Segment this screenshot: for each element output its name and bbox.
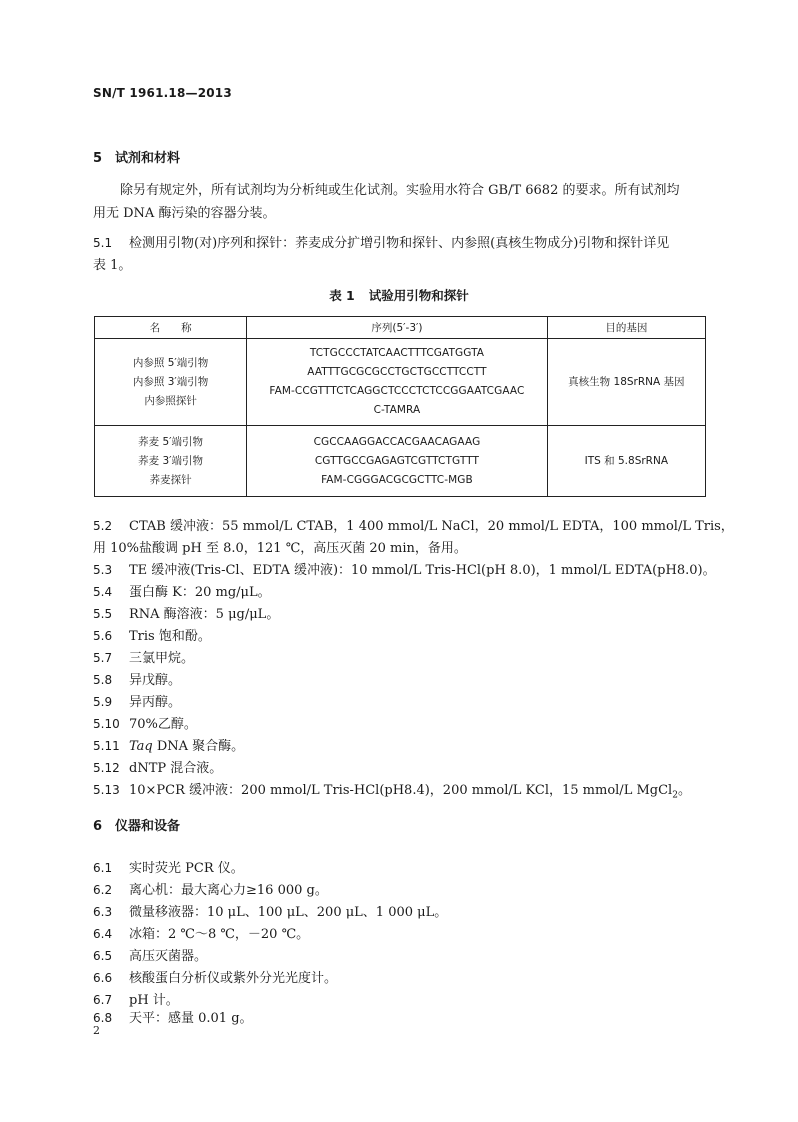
item-text: TE 缓冲液(Tris-Cl、EDTA 缓冲液)：10 mmol/L Tris-HCl(pH 8.0)，1 mmol/L EDTA(pH8.0)。 bbox=[129, 563, 716, 578]
item-text: 70%乙醇。 bbox=[129, 717, 197, 732]
item-6-8 bbox=[93, 1007, 253, 1026]
item-5-2 bbox=[93, 515, 734, 534]
section-title: 仪器和设备 bbox=[115, 819, 181, 834]
item-6-1 bbox=[93, 857, 244, 876]
item-number: 5.7 bbox=[93, 651, 113, 665]
table-caption bbox=[0, 286, 798, 304]
item-5-2-continuation: 用 10%盐酸调 pH 至 8.0，121 ℃，高压灭菌 20 min，备用。 bbox=[93, 541, 467, 556]
sequence: CGTTGCCGAGAGTCGTTCTGTTT bbox=[314, 454, 480, 467]
cell-target-gene: 真核生物 18SrRNA 基因 bbox=[547, 339, 705, 426]
primer-name: 内参照 5′端引物 bbox=[132, 356, 209, 369]
sequence: FAM-CGGGACGCGCTTC-MGB bbox=[321, 473, 473, 486]
item-6-3 bbox=[93, 901, 447, 920]
table-caption-number: 表 1 bbox=[329, 288, 355, 303]
section-number: 5 bbox=[93, 151, 103, 166]
item-number: 6.6 bbox=[93, 971, 113, 985]
table-row bbox=[95, 339, 706, 426]
sequence: FAM-CCGTTTCTCAGGCTCCCTCTCCGGAATCGAAC bbox=[269, 385, 525, 397]
item-5-6 bbox=[93, 625, 211, 644]
item-number: 5.6 bbox=[93, 629, 113, 643]
sequence: AATTTGCGCGCCTGCTGCCTTCCTT bbox=[307, 366, 487, 378]
item-5-10 bbox=[93, 713, 197, 732]
item-number: 6.7 bbox=[93, 993, 113, 1007]
item-number: 5.12 bbox=[93, 761, 120, 775]
cell-sequences bbox=[247, 426, 548, 497]
item-text: 异戊醇。 bbox=[129, 673, 182, 688]
item-number: 5.1 bbox=[93, 236, 113, 250]
primer-name: 内参照 3′端引物 bbox=[132, 375, 209, 388]
page-number: 2 bbox=[93, 1024, 100, 1037]
item-number: 5.10 bbox=[93, 717, 120, 731]
item-5-7 bbox=[93, 647, 194, 666]
item-6-5 bbox=[93, 945, 207, 964]
cell-names bbox=[95, 426, 247, 497]
primer-probe-table bbox=[94, 316, 706, 497]
item-5-9 bbox=[93, 691, 181, 710]
header-name: 名 称 bbox=[95, 317, 247, 339]
item-text: 天平：感量 0.01 g。 bbox=[129, 1011, 253, 1026]
item-text: DNA 聚合酶。 bbox=[152, 739, 245, 754]
item-number: 6.8 bbox=[93, 1011, 113, 1025]
item-number: 5.11 bbox=[93, 739, 120, 753]
sequence: C-TAMRA bbox=[373, 404, 421, 416]
item-6-6 bbox=[93, 967, 337, 986]
sequence: CGCCAAGGACCACGAACAGAAG bbox=[313, 435, 481, 448]
item-text: RNA 酶溶液：5 μg/μL。 bbox=[129, 607, 280, 622]
item-text: 离心机：最大离心力≥16 000 g。 bbox=[129, 883, 328, 898]
item-number: 6.5 bbox=[93, 949, 113, 963]
item-text: 高压灭菌器。 bbox=[129, 949, 208, 964]
document-code-header: SN/T 1961.18—2013 bbox=[93, 86, 232, 100]
section-number: 6 bbox=[93, 819, 103, 834]
item-text-italic: Taq bbox=[129, 739, 153, 754]
item-text: pH 计。 bbox=[129, 993, 179, 1008]
item-5-1 bbox=[93, 232, 669, 251]
item-text: 检测用引物(对)序列和探针：荞麦成分扩增引物和探针、内参照(真核生物成分)引物和探针详见 bbox=[129, 236, 670, 251]
item-text: Tris 饱和酚。 bbox=[129, 629, 211, 644]
item-number: 5.2 bbox=[93, 519, 113, 533]
item-text: CTAB 缓冲液：55 mmol/L CTAB，1 400 mmol/L NaCl，20 mmol/L EDTA，100 mmol/L Tris， bbox=[129, 519, 734, 534]
item-text: 实时荧光 PCR 仪。 bbox=[129, 861, 244, 876]
item-number: 5.13 bbox=[93, 783, 120, 797]
item-number: 6.3 bbox=[93, 905, 113, 919]
table-header-row bbox=[95, 317, 706, 339]
item-text: 核酸蛋白分析仪或紫外分光光度计。 bbox=[129, 971, 338, 986]
cell-sequences bbox=[247, 339, 548, 426]
item-text: 10×PCR 缓冲液：200 mmol/L Tris-HCl(pH8.4)，200 mmol/L KCl，15 mmol/L MgCl bbox=[129, 783, 673, 798]
table-caption-title: 试验用引物和探针 bbox=[368, 288, 469, 303]
item-text-tail: 。 bbox=[677, 783, 691, 798]
item-5-11 bbox=[93, 735, 244, 754]
item-5-8 bbox=[93, 669, 181, 688]
item-number: 5.4 bbox=[93, 585, 113, 599]
item-text: 微量移液器：10 μL、100 μL、200 μL、1 000 μL。 bbox=[129, 905, 448, 920]
item-6-7 bbox=[93, 989, 179, 1008]
item-text: 异丙醇。 bbox=[129, 695, 182, 710]
item-5-4 bbox=[93, 581, 271, 600]
sequence: TCTGCCCTATCAACTTTCGATGGTA bbox=[309, 347, 485, 359]
item-5-12 bbox=[93, 757, 222, 776]
item-number: 5.9 bbox=[93, 695, 113, 709]
item-5-3 bbox=[93, 559, 716, 578]
section-title: 试剂和材料 bbox=[115, 151, 181, 166]
subscript: 2 bbox=[672, 790, 678, 801]
item-number: 5.3 bbox=[93, 563, 113, 577]
intro-paragraph-line2: 用无 DNA 酶污染的容器分装。 bbox=[93, 206, 276, 221]
cell-target-gene: ITS 和 5.8SrRNA bbox=[547, 426, 705, 497]
item-text: 蛋白酶 K：20 mg/μL。 bbox=[129, 585, 271, 600]
item-5-1-continuation: 表 1。 bbox=[93, 258, 132, 273]
header-sequence: 序列(5′-3′) bbox=[247, 317, 548, 339]
item-number: 5.5 bbox=[93, 607, 113, 621]
section-6-heading bbox=[93, 815, 180, 834]
item-text: 冰箱：2 ℃～8 ℃，－20 ℃。 bbox=[129, 927, 310, 942]
item-6-4 bbox=[93, 923, 309, 942]
cell-names bbox=[95, 339, 247, 426]
primer-name: 荞麦 5′端引物 bbox=[138, 435, 204, 448]
item-number: 5.8 bbox=[93, 673, 113, 687]
header-target-gene: 目的基因 bbox=[547, 317, 705, 339]
item-5-5 bbox=[93, 603, 279, 622]
item-number: 6.1 bbox=[93, 861, 113, 875]
table-row bbox=[95, 426, 706, 497]
item-text: 三氯甲烷。 bbox=[129, 651, 195, 666]
section-5-heading bbox=[93, 147, 180, 166]
item-number: 6.4 bbox=[93, 927, 113, 941]
item-5-13 bbox=[93, 779, 691, 801]
item-text: dNTP 混合液。 bbox=[129, 761, 223, 776]
item-number: 6.2 bbox=[93, 883, 113, 897]
item-6-2 bbox=[93, 879, 328, 898]
probe-name: 荞麦探针 bbox=[149, 473, 192, 486]
probe-name: 内参照探针 bbox=[144, 394, 197, 407]
intro-paragraph-line1: 除另有规定外，所有试剂均为分析纯或生化试剂。实验用水符合 GB/T 6682 的要求。所有试剂均 bbox=[120, 183, 680, 198]
primer-name: 荞麦 3′端引物 bbox=[138, 454, 204, 467]
